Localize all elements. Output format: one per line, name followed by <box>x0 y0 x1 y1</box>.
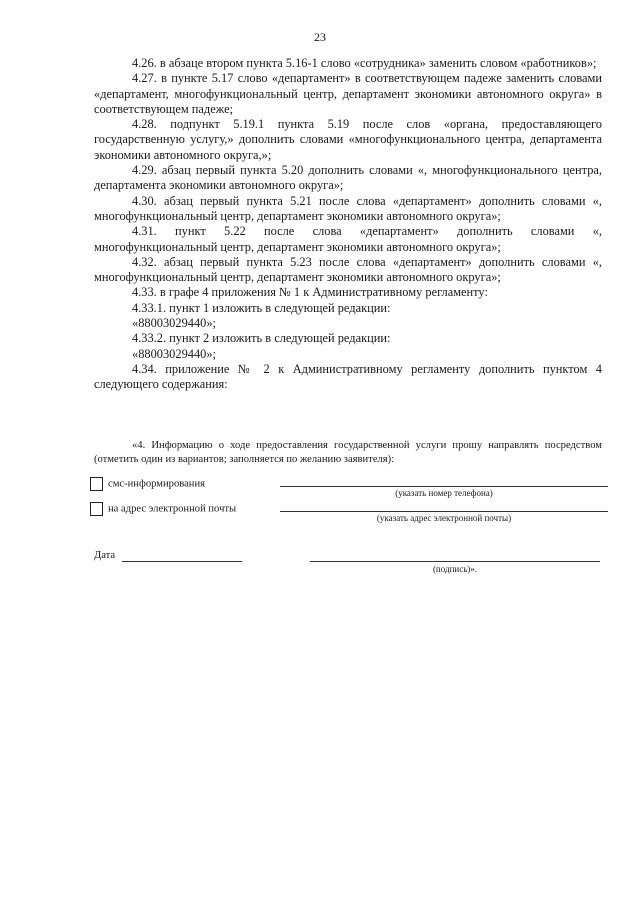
date-input-line[interactable] <box>122 561 242 562</box>
body-text <box>94 56 602 393</box>
email-checkbox[interactable] <box>90 502 103 516</box>
email-input-line[interactable] <box>280 511 608 512</box>
quote-block <box>94 439 602 467</box>
phone-input-line[interactable] <box>280 486 608 487</box>
phone-number-2: «88003029440»; <box>132 346 216 361</box>
sms-checkbox[interactable] <box>90 477 103 491</box>
paragraph-4-33-2: 4.33.2. пункт 2 изложить в следующей редакции: <box>132 331 391 346</box>
option-email[interactable] <box>90 502 236 516</box>
paragraph-4-33: 4.33. в графе 4 приложения № 1 к Административному регламенту: <box>132 285 488 300</box>
paragraph-4-26: 4.26. в абзаце втором пункта 5.16-1 слово «сотрудника» заменить словом «работников»; <box>132 56 597 70</box>
paragraph-4-29: 4.29. абзац первый пункта 5.20 дополнить словами «, многофункционального центра, департамента экономики автономного округа»; <box>94 163 602 193</box>
paragraph-4-31: 4.31. пункт 5.22 после слова «департамент» дополнить словами «, многофункциональный центр, департамент экономики автономного округа»; <box>94 224 602 254</box>
signature-line[interactable] <box>310 561 600 562</box>
phone-caption: (указать номер телефона) <box>395 488 493 498</box>
paragraph-4-32: 4.32. абзац первый пункта 5.23 после слова «департамент» дополнить словами «, многофункциональный центр, департамент экономики автономного округа»; <box>94 254 602 285</box>
paragraph-4-27: 4.27. в пункте 5.17 слово «департамент» в соответствующем падеже заменить словами «департамент, многофункциональный центр, департамент экономики автономного округа» в соответствующем падеже; <box>94 71 602 116</box>
signature-caption: (подпись)». <box>432 564 478 574</box>
page-number: 23 <box>314 30 326 44</box>
sms-label: смс-информирования <box>108 478 206 490</box>
email-label: на адрес электронной почты <box>108 503 237 515</box>
email-caption: (указать адрес электронной почты) <box>376 513 512 523</box>
option-sms[interactable] <box>90 477 205 491</box>
date-label: Дата <box>94 550 116 561</box>
paragraph-4-30: 4.30. абзац первый пункта 5.21 после слова «департамент» дополнить словами «, многофункциональный центр, департамент экономики автономного округа»; <box>94 193 602 223</box>
phone-number-1: «88003029440»; <box>132 316 216 331</box>
paragraph-4-33-1: 4.33.1. пункт 1 изложить в следующей редакции: <box>132 300 391 315</box>
quote-text: «4. Информацию о ходе предоставления государственной услуги прошу направлять посредством (отметить один из вариантов; заполняется по желанию заявителя): <box>94 440 602 465</box>
paragraph-4-28: 4.28. подпункт 5.19.1 пункта 5.19 после слов «органа, предоставляющего государственную услугу,» дополнить словами «многофункционального центра, департамента экономики автономного округа,»; <box>94 117 602 162</box>
paragraph-4-34: 4.34. приложение № 2 к Административному регламенту дополнить пунктом 4 следующего содержания: <box>94 361 602 392</box>
